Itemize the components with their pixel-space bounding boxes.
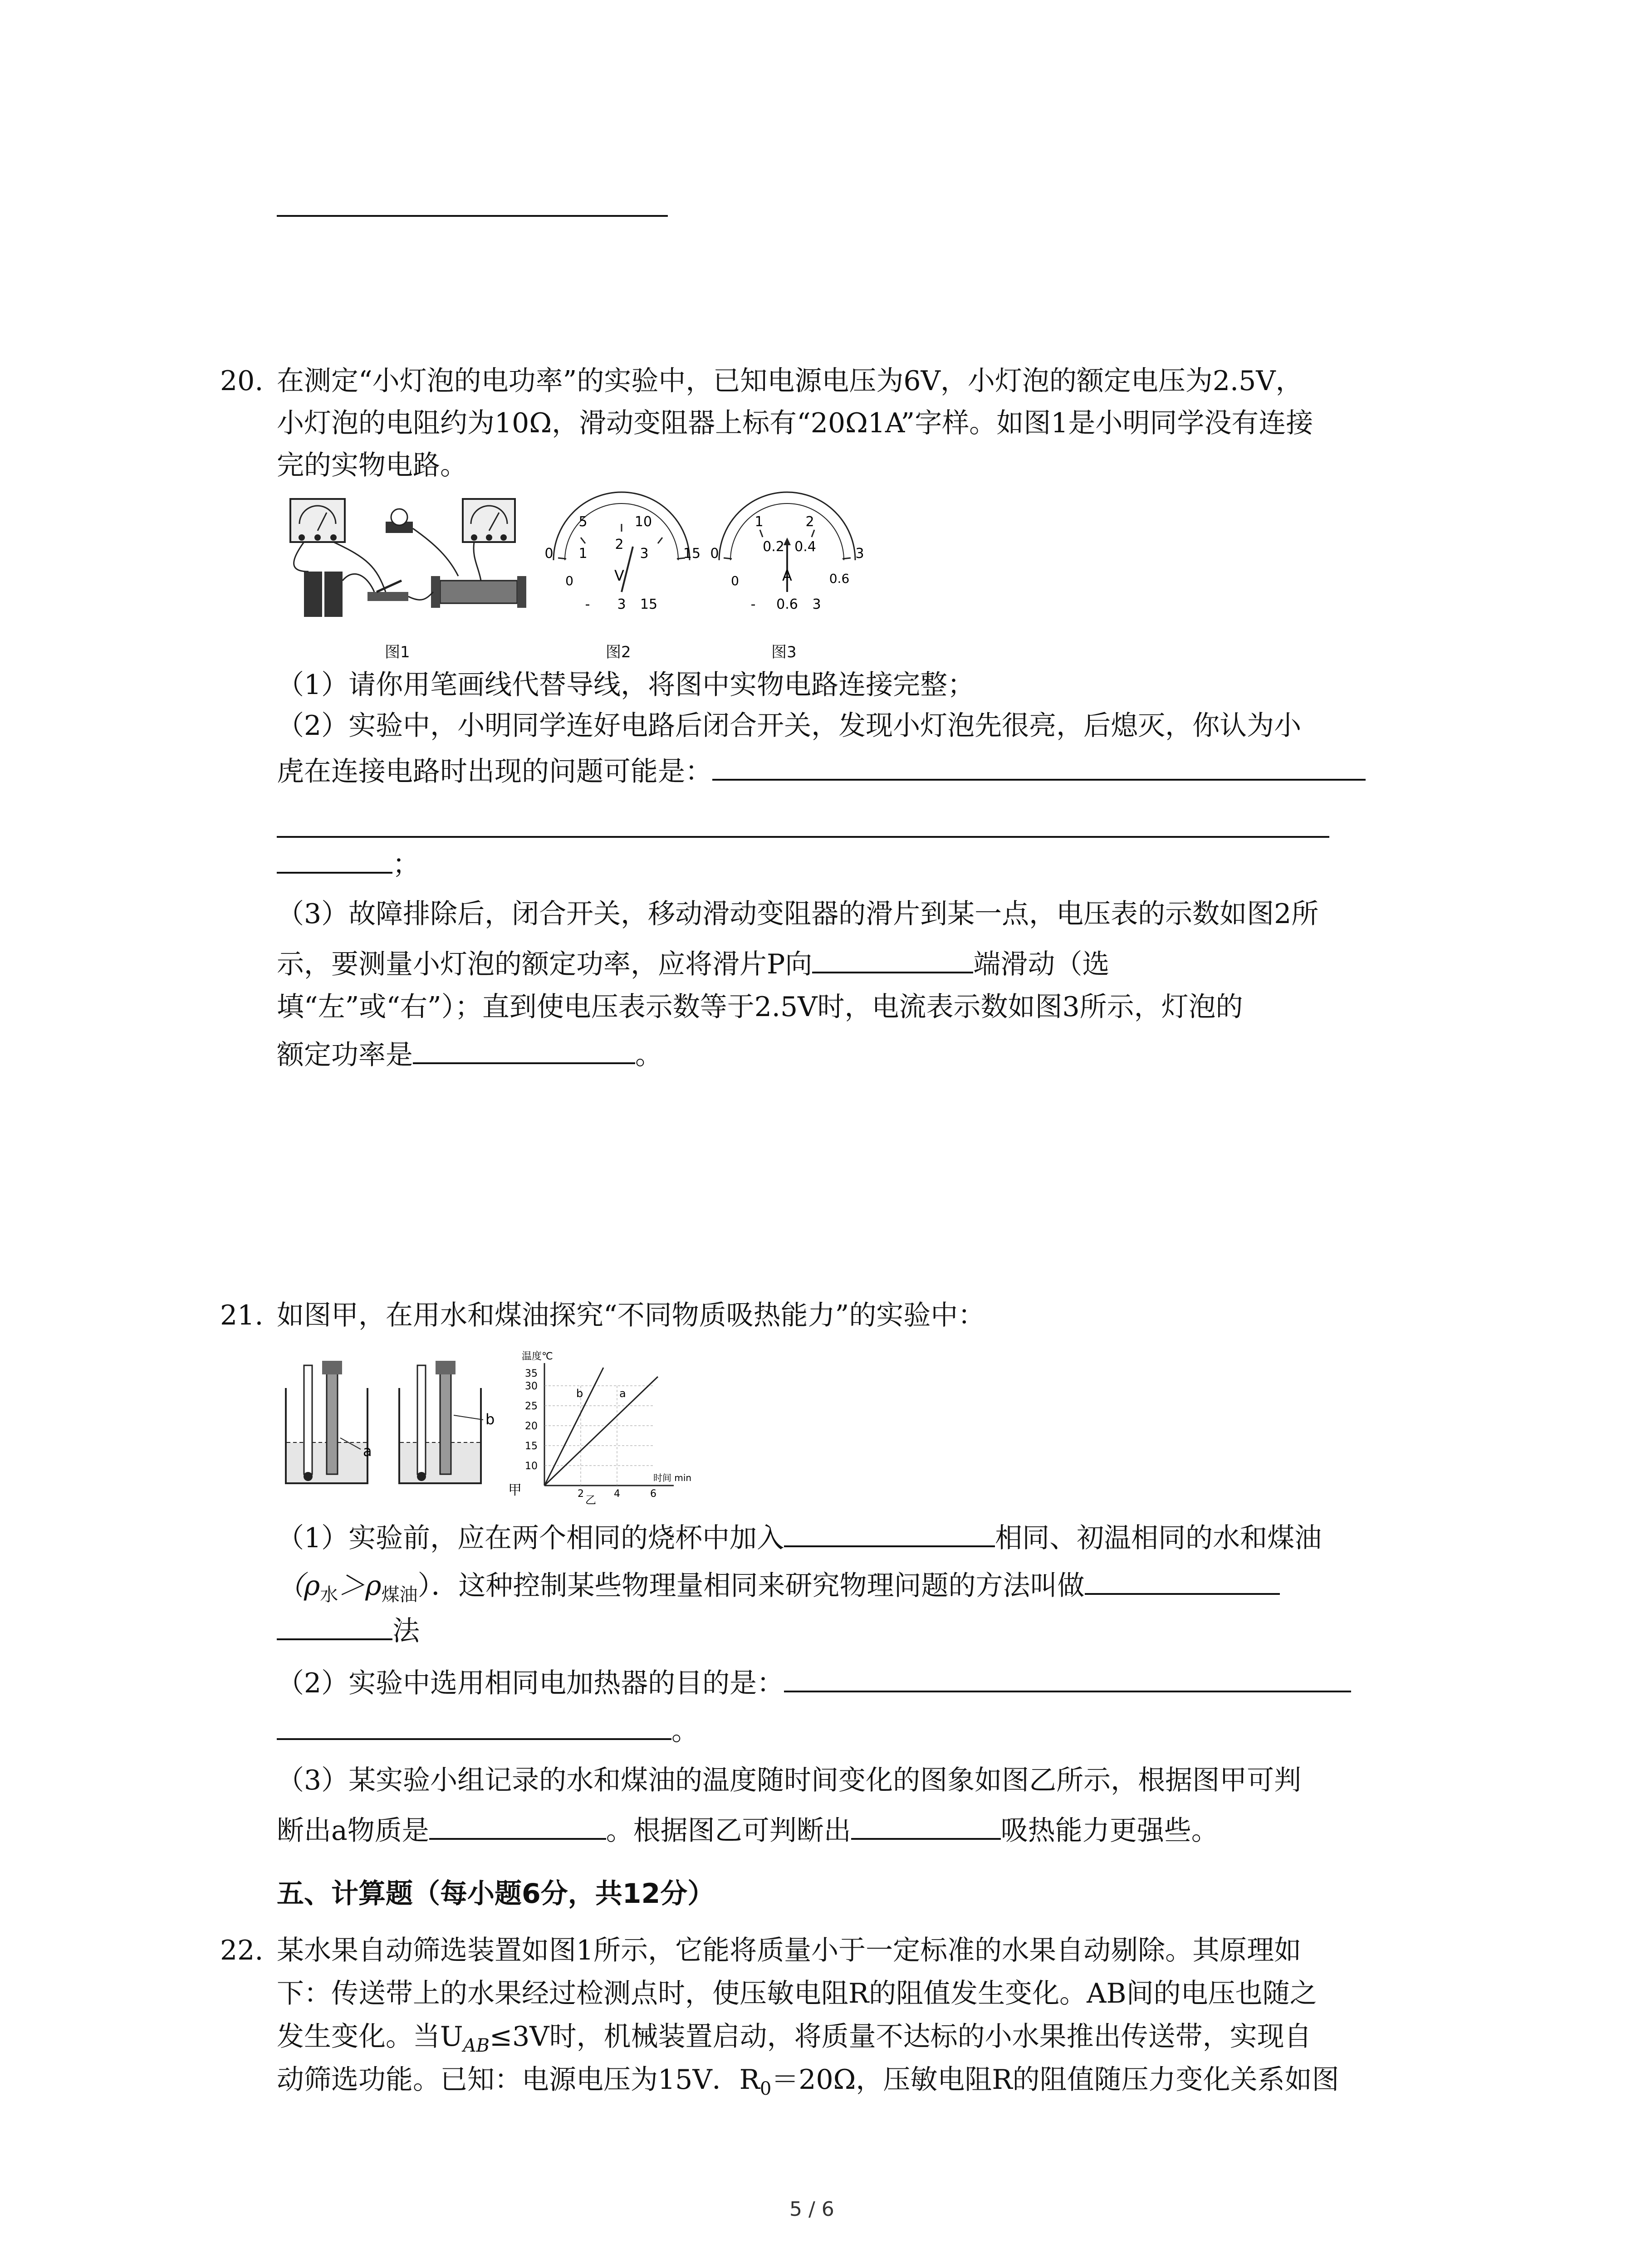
q21-answer-blank-1c[interactable] bbox=[277, 1610, 392, 1640]
q20-part3-line1: （3）故障排除后，闭合开关，移动滑动变阻器的滑片到某一点，电压表的示数如图2所 bbox=[277, 898, 1319, 930]
fig3-label: 图3 bbox=[771, 643, 797, 661]
beaker-b-label: b bbox=[485, 1411, 495, 1428]
q21-part1-line1 bbox=[277, 1517, 1322, 1556]
graph-line-a bbox=[544, 1377, 658, 1486]
amp-tick-top-0: 1 bbox=[754, 514, 764, 530]
q21-part3-text-b: 。根据图乙可判断出 bbox=[606, 1815, 851, 1847]
q21-part3-text-a: 断出a物质是 bbox=[277, 1815, 429, 1847]
graph-xlabel: 时间 min bbox=[653, 1472, 692, 1483]
q20-part2-line4 bbox=[277, 844, 420, 883]
graph-ylabel: 温度℃ bbox=[522, 1351, 553, 1362]
q20-part2-semicolon: ； bbox=[392, 849, 420, 880]
q20-line2: 小灯泡的电阻约为10Ω，滑动变阻器上标有“20Ω1A”字样。如图1是小明同学没有连接 bbox=[277, 407, 1313, 439]
q21-answer-blank-2b[interactable] bbox=[277, 1710, 671, 1740]
volt-tick-bottom-4: 15 bbox=[683, 546, 701, 562]
q22-line1: 某水果自动筛选装置如图1所示，它能将质量小于一定标准的水果自动剔除。其原理如 bbox=[277, 1935, 1302, 1966]
fig-yi-label: 乙 bbox=[585, 1494, 596, 1506]
beaker-a bbox=[286, 1361, 367, 1483]
q21-part3-text-c: 吸热能力更强些。 bbox=[1000, 1815, 1219, 1847]
q21-part2-text: （2）实验中选用相同电加热器的目的是： bbox=[277, 1667, 784, 1699]
q22-line2: 下：传送带上的水果经过检测点时，使压敏电阻R的阻值发生变化。AB间的电压也随之 bbox=[277, 1978, 1317, 2009]
amp-tick-bottom-2: 0.4 bbox=[794, 539, 816, 555]
q20-part2-text: 虎在连接电路时出现的问题可能是： bbox=[277, 756, 712, 787]
q21-line1: 如图甲，在用水和煤油探究“不同物质吸热能力”的实验中： bbox=[277, 1300, 985, 1331]
q21-rho-kerosene: 煤油 bbox=[381, 1584, 418, 1605]
q20-part2-line1: （2）实验中，小明同学连好电路后闭合开关，发现小灯泡先很亮，后熄灭，你认为小 bbox=[277, 710, 1302, 742]
volt-tick-bottom-3: 3 bbox=[640, 546, 649, 562]
q21-answer-blank-2a[interactable] bbox=[784, 1662, 1351, 1692]
amp-letter: A bbox=[782, 567, 792, 584]
graph-ytick-0: 35 bbox=[525, 1368, 538, 1379]
fig1-label: 图1 bbox=[385, 643, 410, 661]
figure-2-voltmeter bbox=[540, 513, 703, 617]
amp-tick-bottom-0: 0 bbox=[710, 546, 719, 562]
q21-answer-blank-1b[interactable] bbox=[1085, 1565, 1280, 1595]
q21-part3-line2 bbox=[277, 1810, 1219, 1849]
q20-answer-blank-3a[interactable] bbox=[812, 943, 973, 973]
page-number: 5 / 6 bbox=[789, 2198, 834, 2221]
q20-part3-period: 。 bbox=[635, 1039, 662, 1071]
q21-number: 21. bbox=[220, 1300, 264, 1331]
q20-answer-blank-2b[interactable] bbox=[277, 836, 1329, 838]
volt-tick-bottom-1: 1 bbox=[578, 546, 588, 562]
amp-tick-bottom-4: 3 bbox=[855, 546, 864, 562]
volt-tick-top-1: 10 bbox=[634, 514, 652, 530]
volt-tick-bottom-0: 0 bbox=[544, 546, 554, 562]
graph-xtick-0: 2 bbox=[578, 1488, 584, 1500]
amp-terminal-2: 3 bbox=[812, 596, 821, 612]
q21-part1-text-a: （1）实验前，应在两个相同的烧杯中加入 bbox=[277, 1522, 784, 1554]
graph-ytick-3: 20 bbox=[525, 1421, 538, 1432]
q20-part3-text-c: 额定功率是 bbox=[277, 1039, 413, 1071]
figure-3-ammeter bbox=[705, 513, 869, 617]
graph-ytick-1: 30 bbox=[525, 1381, 538, 1392]
q21-rho-gt: ＞ρ bbox=[338, 1570, 382, 1602]
amp-terminal-1: 0.6 bbox=[776, 596, 798, 612]
q20-line1: 在测定“小灯泡的电功率”的实验中，已知电源电压为6V，小灯泡的额定电压为2.5V， bbox=[277, 365, 1303, 397]
q21-part1-text-b: 相同、初温相同的水和煤油 bbox=[995, 1522, 1322, 1554]
volt-terminal-2: 15 bbox=[640, 596, 658, 612]
graph-line-b bbox=[544, 1368, 603, 1486]
q21-answer-blank-3a[interactable] bbox=[429, 1810, 606, 1840]
q20-answer-blank-2a[interactable] bbox=[712, 751, 1366, 781]
q22-line3-sub: AB bbox=[463, 2035, 490, 2056]
graph-xtick-1: 4 bbox=[614, 1488, 620, 1500]
q20-number: 20. bbox=[220, 365, 264, 397]
section-5-heading: 五、计算题（每小题6分，共12分） bbox=[277, 1878, 715, 1910]
q22-number: 22. bbox=[220, 1935, 264, 1966]
fig-jia-label: 甲 bbox=[508, 1482, 522, 1498]
q20-part3-line4 bbox=[277, 1034, 662, 1073]
fig2-label: 图2 bbox=[606, 643, 631, 661]
q21-part1-line2 bbox=[277, 1565, 1280, 1613]
volt-letter: V bbox=[614, 567, 624, 584]
amp-tick-bottom-3: 0.6 bbox=[829, 571, 850, 586]
q22-line3 bbox=[277, 2019, 1312, 2064]
volt-tick-top-0: 5 bbox=[578, 514, 588, 530]
q22-line4-a: 动筛选功能。已知：电源电压为15V．R bbox=[277, 2064, 760, 2096]
q20-answer-blank-2c[interactable] bbox=[277, 844, 392, 874]
q21-part3-line1: （3）某实验小组记录的水和煤油的温度随时间变化的图象如图乙所示，根据图甲可判 bbox=[277, 1765, 1302, 1796]
q20-part3-line3: 填“左”或“右”）；直到使电压表示数等于2.5V时，电流表示数如图3所示，灯泡的 bbox=[277, 991, 1243, 1023]
graph-ytick-2: 25 bbox=[525, 1401, 538, 1412]
q20-answer-blank-3b[interactable] bbox=[413, 1034, 635, 1064]
amp-terminal-0: - bbox=[750, 596, 756, 612]
graph-xtick-2: 6 bbox=[650, 1488, 656, 1500]
volt-terminal-1: 3 bbox=[617, 596, 626, 612]
q20-part3-text-a: 示，要测量小灯泡的额定功率，应将滑片P向 bbox=[277, 948, 813, 980]
graph-ytick-5: 10 bbox=[525, 1461, 538, 1472]
volt-zero: 0 bbox=[565, 573, 573, 588]
amp-zero: 0 bbox=[731, 573, 739, 588]
q21-rho-water: 水 bbox=[320, 1584, 338, 1605]
q21-part2-period: 。 bbox=[671, 1715, 699, 1747]
q22-line3-a: 发生变化。当U bbox=[277, 2021, 463, 2053]
q21-part1-text-c: ）．这种控制某些物理量相同来研究物理问题的方法叫做 bbox=[417, 1570, 1085, 1602]
answer-blank-top bbox=[277, 215, 668, 217]
amp-tick-bottom-1: 0.2 bbox=[763, 539, 784, 555]
volt-terminal-0: - bbox=[585, 596, 590, 612]
figure-yi-graph bbox=[517, 1349, 692, 1506]
graph-line-b-label: b bbox=[576, 1387, 583, 1400]
q21-part1-line3 bbox=[277, 1610, 420, 1649]
figure-jia-beakers bbox=[277, 1361, 522, 1497]
beaker-b bbox=[399, 1361, 483, 1483]
q21-part1-method: 法 bbox=[392, 1615, 420, 1647]
figure-1-circuit bbox=[277, 490, 531, 626]
q21-answer-blank-3b[interactable] bbox=[851, 1810, 1001, 1840]
q22-line4-b: ＝20Ω，压敏电阻R的阻值随压力变化关系如图 bbox=[771, 2064, 1339, 2096]
q21-answer-blank-1a[interactable] bbox=[784, 1517, 995, 1547]
q20-part2-line2 bbox=[277, 751, 1366, 790]
beaker-a-label: a bbox=[363, 1442, 372, 1460]
q21-part2-line1 bbox=[277, 1662, 1351, 1701]
q22-line4 bbox=[277, 2062, 1339, 2107]
q20-part1: （1）请你用笔画线代替导线，将图中实物电路连接完整； bbox=[277, 669, 975, 701]
q21-rho-open: （ρ bbox=[277, 1570, 320, 1602]
q20-line3: 完的实物电路。 bbox=[277, 450, 467, 481]
amp-tick-top-1: 2 bbox=[805, 514, 814, 530]
q21-part2-line2 bbox=[277, 1710, 699, 1749]
q22-line4-sub: 0 bbox=[759, 2078, 772, 2099]
graph-line-a-label: a bbox=[619, 1387, 626, 1400]
volt-tick-bottom-2: 2 bbox=[615, 537, 624, 552]
q20-part3-line2 bbox=[277, 943, 1109, 982]
graph-ytick-4: 15 bbox=[525, 1441, 538, 1452]
q22-line3-b: ≤3V时，机械装置启动，将质量不达标的小水果推出传送带，实现自 bbox=[489, 2021, 1312, 2053]
q20-part3-text-b: 端滑动（选 bbox=[973, 948, 1110, 980]
